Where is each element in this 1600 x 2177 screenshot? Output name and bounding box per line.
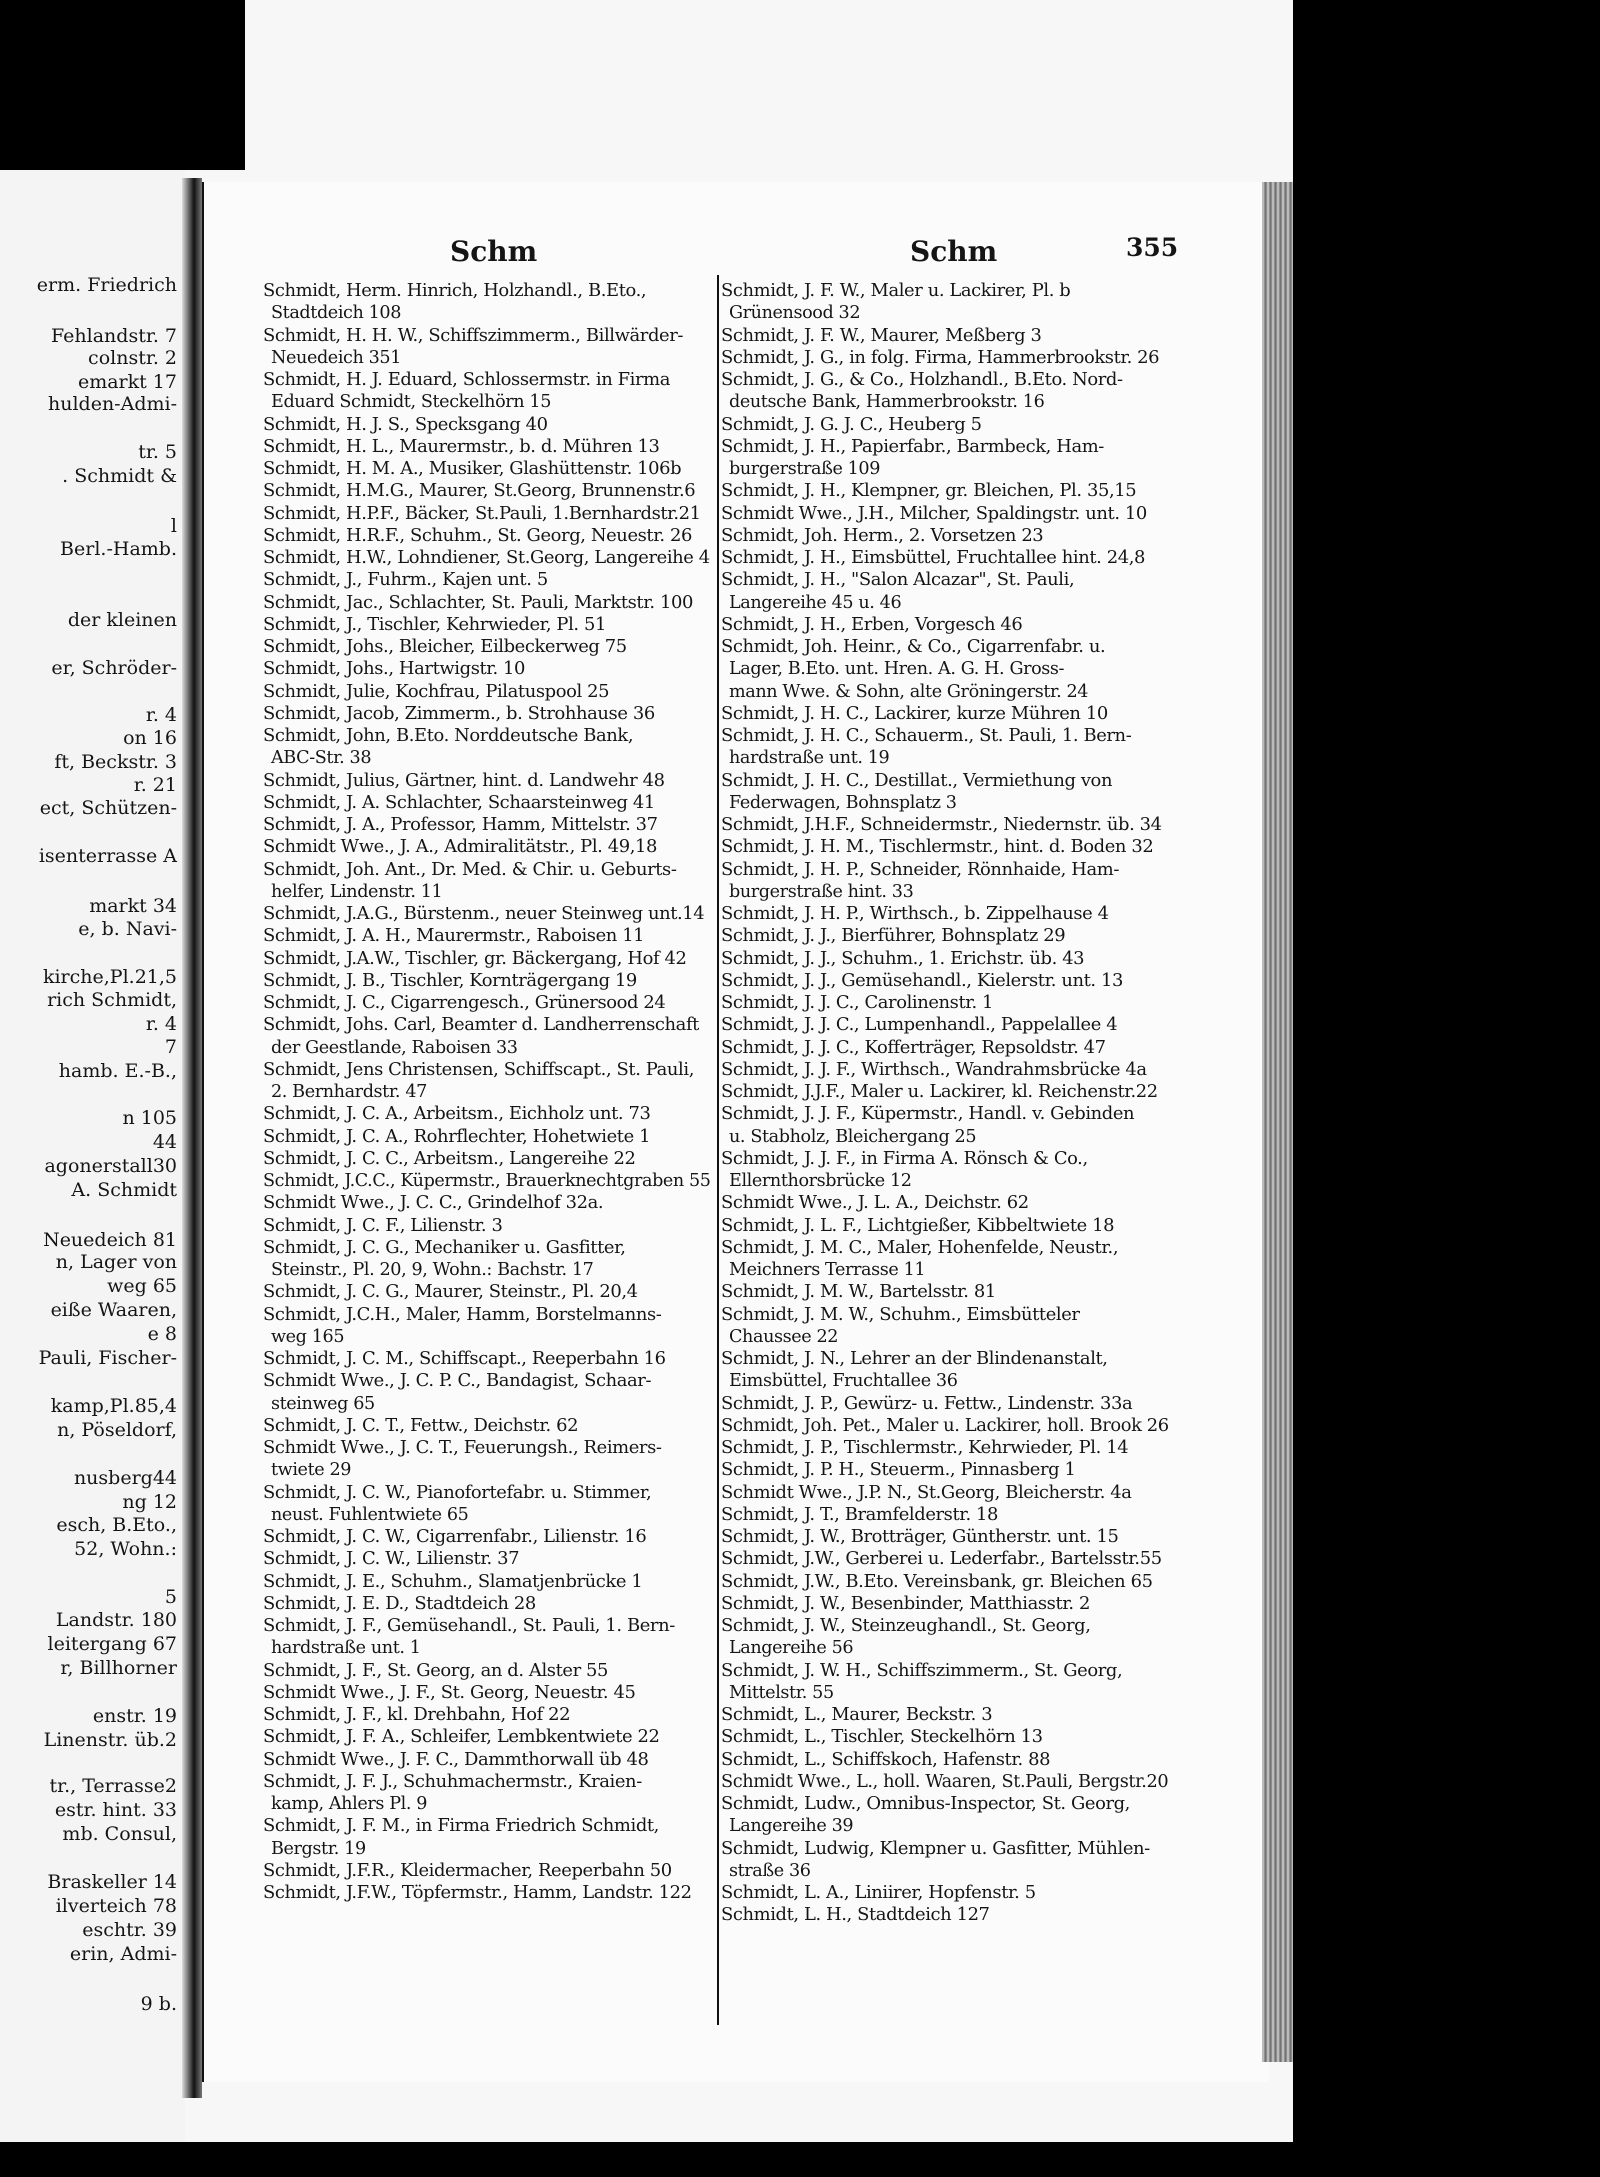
directory-entry: Schmidt, J. C. T., Fettw., Deichstr. 62 bbox=[263, 1414, 579, 1436]
directory-entry: Schmidt Wwe., L., holl. Waaren, St.Pauli, Bergstr.20 bbox=[721, 1771, 1169, 1792]
page-number: 355 bbox=[1126, 233, 1179, 262]
previous-page-line: 5 bbox=[164, 1586, 177, 1608]
directory-entry: Schmidt, J.C.H., Maler, Hamm, Borstelmanns- bbox=[263, 1303, 662, 1325]
directory-entry: Schmidt, J. W., Steinzeughandl., St. Georg, bbox=[721, 1615, 1091, 1636]
entry-continuation: Steinstr., Pl. 20, 9, Wohn.: Bachstr. 17 bbox=[271, 1260, 594, 1280]
previous-page-line: kirche,Pl.21,5 bbox=[42, 966, 177, 988]
entry-continuation: deutsche Bank, Hammerbrookstr. 16 bbox=[729, 392, 1045, 413]
entry-continuation: u. Stabholz, Bleichergang 25 bbox=[729, 1126, 977, 1147]
directory-entry: Schmidt, J. B., Tischler, Kornträgergang 19 bbox=[263, 969, 637, 991]
previous-page-line: colnstr. 2 bbox=[88, 347, 177, 369]
directory-entry: Schmidt Wwe., J. F., St. Georg, Neuestr. 45 bbox=[263, 1681, 636, 1703]
previous-page-line: n, Lager von bbox=[55, 1251, 177, 1273]
directory-entry: Schmidt, J. J. F., Wirthsch., Wandrahmsbrücke 4a bbox=[721, 1058, 1147, 1080]
previous-page-line: r. 4 bbox=[145, 704, 177, 726]
previous-page-line: Braskeller 14 bbox=[47, 1871, 177, 1893]
previous-page-line: hamb. E.-B., bbox=[58, 1060, 177, 1082]
entry-continuation: Neuedeich 351 bbox=[271, 347, 402, 368]
previous-page-line: der kleinen bbox=[67, 609, 177, 631]
previous-page-line: 44 bbox=[152, 1131, 177, 1153]
running-head-right: Schm bbox=[910, 235, 998, 268]
directory-entry: Schmidt, J. L. F., Lichtgießer, Kibbeltwiete 18 bbox=[721, 1214, 1115, 1236]
directory-entry: Schmidt, Joh. Ant., Dr. Med. & Chir. u. Geburts- bbox=[263, 858, 677, 880]
directory-entry: Schmidt, J. F. J., Schuhmachermstr., Kraien- bbox=[263, 1770, 642, 1792]
directory-entry: Schmidt, Joh. Herm., 2. Vorsetzen 23 bbox=[721, 524, 1044, 546]
previous-page-line: 9 b. bbox=[140, 1993, 177, 2015]
directory-entry: Schmidt Wwe., J. C. P. C., Bandagist, Schaar- bbox=[263, 1370, 652, 1392]
previous-page-line: r, Billhorner bbox=[60, 1657, 177, 1679]
directory-entry: Schmidt, J. A. Schlachter, Schaarsteinweg 41 bbox=[263, 791, 655, 813]
directory-entry: Schmidt, H. M. A., Musiker, Glashüttenstr. 106b bbox=[263, 458, 682, 479]
directory-entry: Schmidt, J. M. C., Maler, Hohenfelde, Neustr., bbox=[721, 1236, 1119, 1258]
directory-entry: Schmidt, J. J. F., Küpermstr., Handl. v. Gebinden bbox=[721, 1103, 1135, 1125]
previous-page-line: r. 21 bbox=[133, 774, 177, 796]
directory-entry: Schmidt, H.P.F., Bäcker, St.Pauli, 1.Bernhardstr.21 bbox=[263, 502, 701, 524]
directory-entry: Schmidt, J. C. M., Schiffscapt., Reeperbahn 16 bbox=[263, 1348, 666, 1369]
directory-entry: Schmidt, Joh. Pet., Maler u. Lackirer, holl. Brook 26 bbox=[721, 1414, 1169, 1436]
directory-entry: Schmidt, H.W., Lohndiener, St.Georg, Langereihe 4 bbox=[263, 547, 710, 568]
directory-entry: Schmidt, J. F. W., Maurer, Meßberg 3 bbox=[721, 324, 1042, 346]
directory-entry: Schmidt, J. W., Brotträger, Güntherstr. unt. 15 bbox=[721, 1526, 1119, 1547]
directory-entry: Schmidt, J.W., Gerberei u. Lederfabr., Bartelsstr.55 bbox=[721, 1548, 1162, 1570]
directory-entry: Schmidt, J.W., B.Eto. Vereinsbank, gr. Bleichen 65 bbox=[721, 1570, 1153, 1592]
directory-entry: Schmidt, H. H. W., Schiffszimmerm., Billwärder- bbox=[263, 324, 684, 346]
running-head-left: Schm bbox=[450, 235, 538, 268]
previous-page-line: e, b. Navi- bbox=[78, 918, 177, 940]
directory-entry: Schmidt Wwe., J.H., Milcher, Spaldingstr. unt. 10 bbox=[721, 502, 1147, 524]
previous-page-line: hulden-Admi- bbox=[47, 393, 177, 415]
previous-page-line: tr., Terrasse2 bbox=[49, 1775, 177, 1797]
previous-page-line: Linenstr. üb.2 bbox=[43, 1729, 177, 1751]
directory-entry: Schmidt, J. C., Cigarrengesch., Grünersood 24 bbox=[263, 992, 666, 1013]
previous-page-line: e 8 bbox=[147, 1323, 177, 1345]
directory-entry: Schmidt, J. H. M., Tischlermstr., hint. d. Boden 32 bbox=[721, 836, 1154, 858]
entry-continuation: burgerstraße hint. 33 bbox=[729, 881, 914, 902]
previous-page-line: on 16 bbox=[123, 727, 177, 749]
entry-continuation: Ellernthorsbrücke 12 bbox=[729, 1171, 912, 1191]
column-rule bbox=[717, 275, 719, 2025]
entry-continuation: neust. Fuhlentwiete 65 bbox=[271, 1504, 469, 1525]
previous-page-line: tr. 5 bbox=[138, 441, 177, 463]
directory-entry: Schmidt, J. H. C., Schauerm., St. Pauli, 1. Bern- bbox=[721, 725, 1132, 746]
previous-page-line: Berl.-Hamb. bbox=[60, 538, 177, 560]
directory-entry: Schmidt, H.R.F., Schuhm., St. Georg, Neuestr. 26 bbox=[263, 524, 692, 546]
directory-entry: Schmidt, Herm. Hinrich, Holzhandl., B.Eto., bbox=[263, 280, 647, 301]
previous-page-line: n, Pöseldorf, bbox=[57, 1419, 177, 1441]
directory-entry: Schmidt, L., Schiffskoch, Hafenstr. 88 bbox=[721, 1748, 1051, 1770]
directory-entry: Schmidt, J.F.W., Töpfermstr., Hamm, Landstr. 122 bbox=[263, 1882, 692, 1903]
directory-entry: Schmidt, J. H., Erben, Vorgesch 46 bbox=[721, 613, 1023, 635]
previous-page-line: n 105 bbox=[122, 1107, 177, 1129]
directory-entry: Schmidt, J., Fuhrm., Kajen unt. 5 bbox=[263, 569, 548, 591]
directory-entry: Schmidt, J. P., Gewürz- u. Fettw., Lindenstr. 33a bbox=[721, 1392, 1133, 1414]
directory-entry: Schmidt, Johs., Hartwigstr. 10 bbox=[263, 658, 526, 680]
previous-page-line: Pauli, Fischer- bbox=[38, 1347, 177, 1369]
previous-page-line: erm. Friedrich bbox=[36, 274, 177, 296]
directory-entry: Schmidt, J. J., Bierführer, Bohnsplatz 29 bbox=[721, 925, 1066, 947]
directory-entry: Schmidt, J. F. M., in Firma Friedrich Schmidt, bbox=[263, 1815, 659, 1837]
entry-continuation: kamp, Ahlers Pl. 9 bbox=[271, 1794, 428, 1814]
scan-border-bottom bbox=[0, 2142, 1600, 2177]
previous-page-line: ng 12 bbox=[122, 1491, 177, 1513]
directory-entry: Schmidt, L., Maurer, Beckstr. 3 bbox=[721, 1704, 993, 1725]
previous-page-line: weg 65 bbox=[107, 1275, 177, 1297]
directory-entry: Schmidt Wwe., J. L. A., Deichstr. 62 bbox=[721, 1192, 1029, 1214]
directory-entry: Schmidt, J.A.G., Bürstenm., neuer Steinweg unt.14 bbox=[263, 903, 705, 924]
directory-entry: Schmidt, J. M. W., Bartelsstr. 81 bbox=[721, 1281, 996, 1303]
entry-continuation: twiete 29 bbox=[271, 1460, 352, 1481]
entry-continuation: hardstraße unt. 19 bbox=[729, 748, 890, 769]
previous-page-line: enstr. 19 bbox=[92, 1705, 177, 1727]
directory-entry: Schmidt, J. H., Papierfabr., Barmbeck, Ham- bbox=[721, 435, 1104, 457]
directory-entry: Schmidt, H. J. Eduard, Schlossermstr. in Firma bbox=[263, 369, 671, 390]
directory-entry: Schmidt, J. H. P., Wirthsch., b. Zippelhause 4 bbox=[721, 903, 1109, 924]
directory-entry: Schmidt, J. W. H., Schiffszimmerm., St. Georg, bbox=[721, 1659, 1123, 1681]
previous-page-line: mb. Consul, bbox=[62, 1823, 177, 1845]
previous-page-line: ilverteich 78 bbox=[55, 1895, 177, 1917]
entry-continuation: Lager, B.Eto. unt. Hren. A. G. H. Gross- bbox=[729, 659, 1065, 680]
entry-continuation: Chaussee 22 bbox=[729, 1326, 839, 1347]
book-spine bbox=[182, 178, 202, 2098]
previous-page-line: eschtr. 39 bbox=[82, 1919, 177, 1941]
previous-page-line: Fehlandstr. 7 bbox=[51, 325, 177, 347]
entry-continuation: straße 36 bbox=[729, 1860, 811, 1881]
scan-border-right bbox=[1293, 0, 1600, 2177]
directory-entry: Schmidt, L. H., Stadtdeich 127 bbox=[721, 1904, 990, 1926]
entry-continuation: Bergstr. 19 bbox=[271, 1838, 366, 1859]
entry-continuation: Langereihe 39 bbox=[729, 1816, 854, 1837]
directory-entry: Schmidt, Joh. Heinr., & Co., Cigarrenfabr. u. bbox=[721, 636, 1106, 657]
directory-entry: Schmidt, J. J. C., Lumpenhandl., Pappelallee 4 bbox=[721, 1014, 1118, 1036]
previous-page-line: erin, Admi- bbox=[69, 1943, 177, 1965]
directory-entry: Schmidt, J.A.W., Tischler, gr. Bäckergang, Hof 42 bbox=[263, 947, 687, 969]
previous-page-line: . Schmidt & bbox=[62, 465, 177, 487]
previous-page-line: kamp,Pl.85,4 bbox=[50, 1395, 177, 1417]
entries-column-right bbox=[721, 280, 1171, 1927]
directory-entry: Schmidt, J. C. A., Arbeitsm., Eichholz unt. 73 bbox=[263, 1103, 651, 1125]
previous-page-line: Neuedeich 81 bbox=[43, 1229, 177, 1251]
directory-entry: Schmidt, J. W., Besenbinder, Matthiasstr. 2 bbox=[721, 1592, 1091, 1614]
directory-entry: Schmidt, J. C. C., Arbeitsm., Langereihe 22 bbox=[263, 1147, 636, 1169]
previous-page-line: er, Schröder- bbox=[51, 657, 177, 679]
directory-entry: Schmidt, J. C. W., Pianofortefabr. u. Stimmer, bbox=[263, 1481, 652, 1503]
entry-continuation: Eduard Schmidt, Steckelhörn 15 bbox=[271, 392, 551, 413]
directory-entry: Schmidt, H.M.G., Maurer, St.Georg, Brunnenstr.6 bbox=[263, 480, 696, 502]
previous-page-line: 52, Wohn.: bbox=[74, 1538, 177, 1560]
directory-entry: Schmidt, J. G., in folg. Firma, Hammerbrookstr. 26 bbox=[721, 346, 1160, 368]
directory-entry: Schmidt, J. E., Schuhm., Slamatjenbrücke 1 bbox=[263, 1570, 643, 1592]
previous-page-line: isenterrasse A bbox=[38, 845, 177, 867]
entry-continuation: 2. Bernhardstr. 47 bbox=[271, 1082, 427, 1102]
directory-entry: Schmidt Wwe., J. A., Admiralitätstr., Pl. 49,18 bbox=[263, 836, 657, 858]
previous-page-line: A. Schmidt bbox=[71, 1179, 177, 1201]
directory-entry: Schmidt, J. H. C., Destillat., Vermiethung von bbox=[721, 769, 1113, 791]
entry-continuation: Langereihe 56 bbox=[729, 1638, 854, 1659]
directory-entry: Schmidt, J. C. A., Rohrflechter, Hohetwiete 1 bbox=[263, 1125, 651, 1147]
directory-entry: Schmidt, Johs. Carl, Beamter d. Landherrenschaft bbox=[263, 1014, 699, 1036]
previous-page-line: esch, B.Eto., bbox=[56, 1514, 177, 1536]
entry-continuation: helfer, Lindenstr. 11 bbox=[271, 881, 443, 902]
directory-entry: Schmidt, J. H., Klempner, gr. Bleichen, Pl. 35,15 bbox=[721, 480, 1137, 502]
directory-entry: Schmidt, J. F., Gemüsehandl., St. Pauli, 1. Bern- bbox=[263, 1615, 675, 1636]
directory-entry: Schmidt Wwe., J. C. T., Feuerungsh., Reimers- bbox=[263, 1437, 662, 1458]
directory-entry: Schmidt, J.F.R., Kleidermacher, Reeperbahn 50 bbox=[263, 1859, 672, 1881]
previous-page-line: 7 bbox=[164, 1036, 177, 1058]
directory-entry: Schmidt, J. C. G., Mechaniker u. Gasfitter, bbox=[263, 1236, 626, 1258]
entry-continuation: Grünensood 32 bbox=[729, 303, 861, 324]
directory-entry: Schmidt, J. C. G., Maurer, Steinstr., Pl. 20,4 bbox=[263, 1281, 638, 1303]
directory-entry: Schmidt, Julie, Kochfrau, Pilatuspool 25 bbox=[263, 680, 610, 702]
directory-entry: Schmidt, J. F., St. Georg, an d. Alster 55 bbox=[263, 1659, 609, 1681]
directory-entry: Schmidt, Jac., Schlachter, St. Pauli, Marktstr. 100 bbox=[263, 591, 693, 613]
entry-continuation: Federwagen, Bohnsplatz 3 bbox=[729, 792, 957, 813]
directory-entry: Schmidt, J. F., kl. Drehbahn, Hof 22 bbox=[263, 1704, 571, 1725]
directory-entry: Schmidt, J. P., Tischlermstr., Kehrwieder, Pl. 14 bbox=[721, 1437, 1129, 1458]
entry-continuation: Langereihe 45 u. 46 bbox=[729, 592, 902, 613]
previous-page-line: r. 4 bbox=[145, 1013, 177, 1035]
directory-entry: Schmidt, John, B.Eto. Norddeutsche Bank, bbox=[263, 725, 634, 746]
directory-entry: Schmidt, J. A., Professor, Hamm, Mittelstr. 37 bbox=[263, 814, 658, 835]
previous-page-line: rich Schmidt, bbox=[47, 989, 177, 1011]
previous-page-line: l bbox=[170, 515, 177, 537]
directory-entry: Schmidt, J. J., Gemüsehandl., Kielerstr. unt. 13 bbox=[721, 969, 1123, 991]
entry-continuation: Meichners Terrasse 11 bbox=[729, 1260, 926, 1280]
scan-border-top-left bbox=[0, 0, 245, 170]
directory-entry: Schmidt, J. T., Bramfelderstr. 18 bbox=[721, 1503, 999, 1525]
entries-column-left bbox=[263, 280, 713, 1904]
directory-entry: Schmidt, J. J. F., in Firma A. Rönsch & Co., bbox=[721, 1147, 1088, 1169]
directory-entry: Schmidt, H. J. S., Specksgang 40 bbox=[263, 413, 548, 435]
directory-entry: Schmidt Wwe., J. F. C., Dammthorwall üb 48 bbox=[263, 1748, 649, 1770]
previous-page-line: ect, Schützen- bbox=[39, 797, 177, 819]
directory-entry: Schmidt, J. J. C., Kofferträger, Repsoldstr. 47 bbox=[721, 1036, 1106, 1058]
directory-entry: Schmidt, J.C.C., Küpermstr., Brauerknechtgraben 55 bbox=[263, 1171, 711, 1191]
directory-entry: Schmidt, L., Tischler, Steckelhörn 13 bbox=[721, 1726, 1043, 1748]
directory-entry: Schmidt, J. C. F., Lilienstr. 3 bbox=[263, 1214, 503, 1236]
directory-entry: Schmidt, Johs., Bleicher, Eilbeckerweg 75 bbox=[263, 636, 627, 657]
entry-continuation: burgerstraße 109 bbox=[729, 459, 881, 479]
entry-continuation: hardstraße unt. 1 bbox=[271, 1638, 421, 1659]
directory-entry: Schmidt Wwe., J.P. N., St.Georg, Bleicherstr. 4a bbox=[721, 1481, 1132, 1503]
entry-continuation: mann Wwe. & Sohn, alte Gröningerstr. 24 bbox=[729, 681, 1089, 702]
entry-continuation: Eimsbüttel, Fruchtallee 36 bbox=[729, 1371, 958, 1392]
directory-entry: Schmidt, J. H., "Salon Alcazar", St. Pauli, bbox=[721, 569, 1075, 591]
entry-continuation: der Geestlande, Raboisen 33 bbox=[271, 1037, 518, 1058]
directory-entry: Schmidt, J. G., & Co., Holzhandl., B.Eto. Nord- bbox=[721, 369, 1123, 390]
entry-continuation: Stadtdeich 108 bbox=[271, 303, 402, 324]
entry-continuation: weg 165 bbox=[271, 1326, 345, 1347]
entry-continuation: Mittelstr. 55 bbox=[729, 1682, 834, 1703]
directory-entry: Schmidt, J. F. W., Maler u. Lackirer, Pl. b bbox=[721, 280, 1071, 301]
previous-page-line: ft, Beckstr. 3 bbox=[54, 751, 177, 773]
directory-entry: Schmidt, J. H. C., Lackirer, kurze Mühren 10 bbox=[721, 702, 1108, 724]
directory-entry: Schmidt, H. L., Maurermstr., b. d. Mühren 13 bbox=[263, 435, 660, 457]
directory-entry: Schmidt, J. C. W., Cigarrenfabr., Lilienstr. 16 bbox=[263, 1526, 647, 1547]
directory-entry: Schmidt Wwe., J. C. C., Grindelhof 32a. bbox=[263, 1192, 604, 1214]
previous-page-line: Landstr. 180 bbox=[55, 1609, 177, 1631]
directory-entry: Schmidt, J.J.F., Maler u. Lackirer, kl. Reichenstr.22 bbox=[721, 1081, 1158, 1102]
directory-entry: Schmidt, J. E. D., Stadtdeich 28 bbox=[263, 1592, 536, 1614]
directory-entry: Schmidt, J. J. C., Carolinenstr. 1 bbox=[721, 992, 994, 1013]
previous-page-line: leitergang 67 bbox=[47, 1633, 177, 1655]
directory-entry: Schmidt, J. P. H., Steuerm., Pinnasberg 1 bbox=[721, 1459, 1076, 1481]
directory-entry: Schmidt, J. G. J. C., Heuberg 5 bbox=[721, 413, 982, 435]
directory-entry: Schmidt, J. M. W., Schuhm., Eimsbütteler bbox=[721, 1303, 1080, 1325]
directory-entry: Schmidt, J. C. W., Lilienstr. 37 bbox=[263, 1548, 520, 1570]
entry-continuation: ABC-Str. 38 bbox=[271, 748, 372, 769]
directory-entry: Schmidt, J. N., Lehrer an der Blindenanstalt, bbox=[721, 1348, 1108, 1369]
directory-entry: Schmidt, J.H.F., Schneidermstr., Niedernstr. üb. 34 bbox=[721, 814, 1162, 835]
directory-entry: Schmidt, J. H. P., Schneider, Rönnhaide, Ham- bbox=[721, 858, 1119, 880]
previous-page-line: markt 34 bbox=[89, 895, 177, 917]
previous-page-line: agonerstall30 bbox=[44, 1155, 177, 1177]
previous-page-line: nusberg44 bbox=[73, 1467, 177, 1489]
previous-page-line: eiße Waaren, bbox=[50, 1299, 177, 1321]
directory-entry: Schmidt, J., Tischler, Kehrwieder, Pl. 51 bbox=[263, 613, 606, 635]
directory-entry: Schmidt, J. F. A., Schleifer, Lembkentwiete 22 bbox=[263, 1726, 660, 1748]
directory-entry: Schmidt, Ludw., Omnibus-Inspector, St. Georg, bbox=[721, 1793, 1130, 1814]
directory-entry: Schmidt, Jens Christensen, Schiffscapt., St. Pauli, bbox=[263, 1058, 694, 1080]
directory-entry: Schmidt, J. H., Eimsbüttel, Fruchtallee hint. 24,8 bbox=[721, 547, 1146, 568]
directory-entry: Schmidt, J. J., Schuhm., 1. Erichstr. üb. 43 bbox=[721, 947, 1085, 969]
previous-page-fragment bbox=[0, 170, 185, 2142]
directory-entry: Schmidt, J. A. H., Maurermstr., Raboisen 11 bbox=[263, 925, 645, 947]
directory-entry: Schmidt, L. A., Liniirer, Hopfenstr. 5 bbox=[721, 1882, 1036, 1903]
directory-entry: Schmidt, Jacob, Zimmerm., b. Strohhause 36 bbox=[263, 702, 655, 724]
previous-page-line: emarkt 17 bbox=[77, 371, 177, 393]
entry-continuation: steinweg 65 bbox=[271, 1393, 375, 1414]
directory-entry: Schmidt, Ludwig, Klempner u. Gasfitter, Mühlen- bbox=[721, 1837, 1150, 1859]
directory-entry: Schmidt, Julius, Gärtner, hint. d. Landwehr 48 bbox=[263, 769, 665, 791]
previous-page-line: estr. hint. 33 bbox=[54, 1799, 177, 1821]
